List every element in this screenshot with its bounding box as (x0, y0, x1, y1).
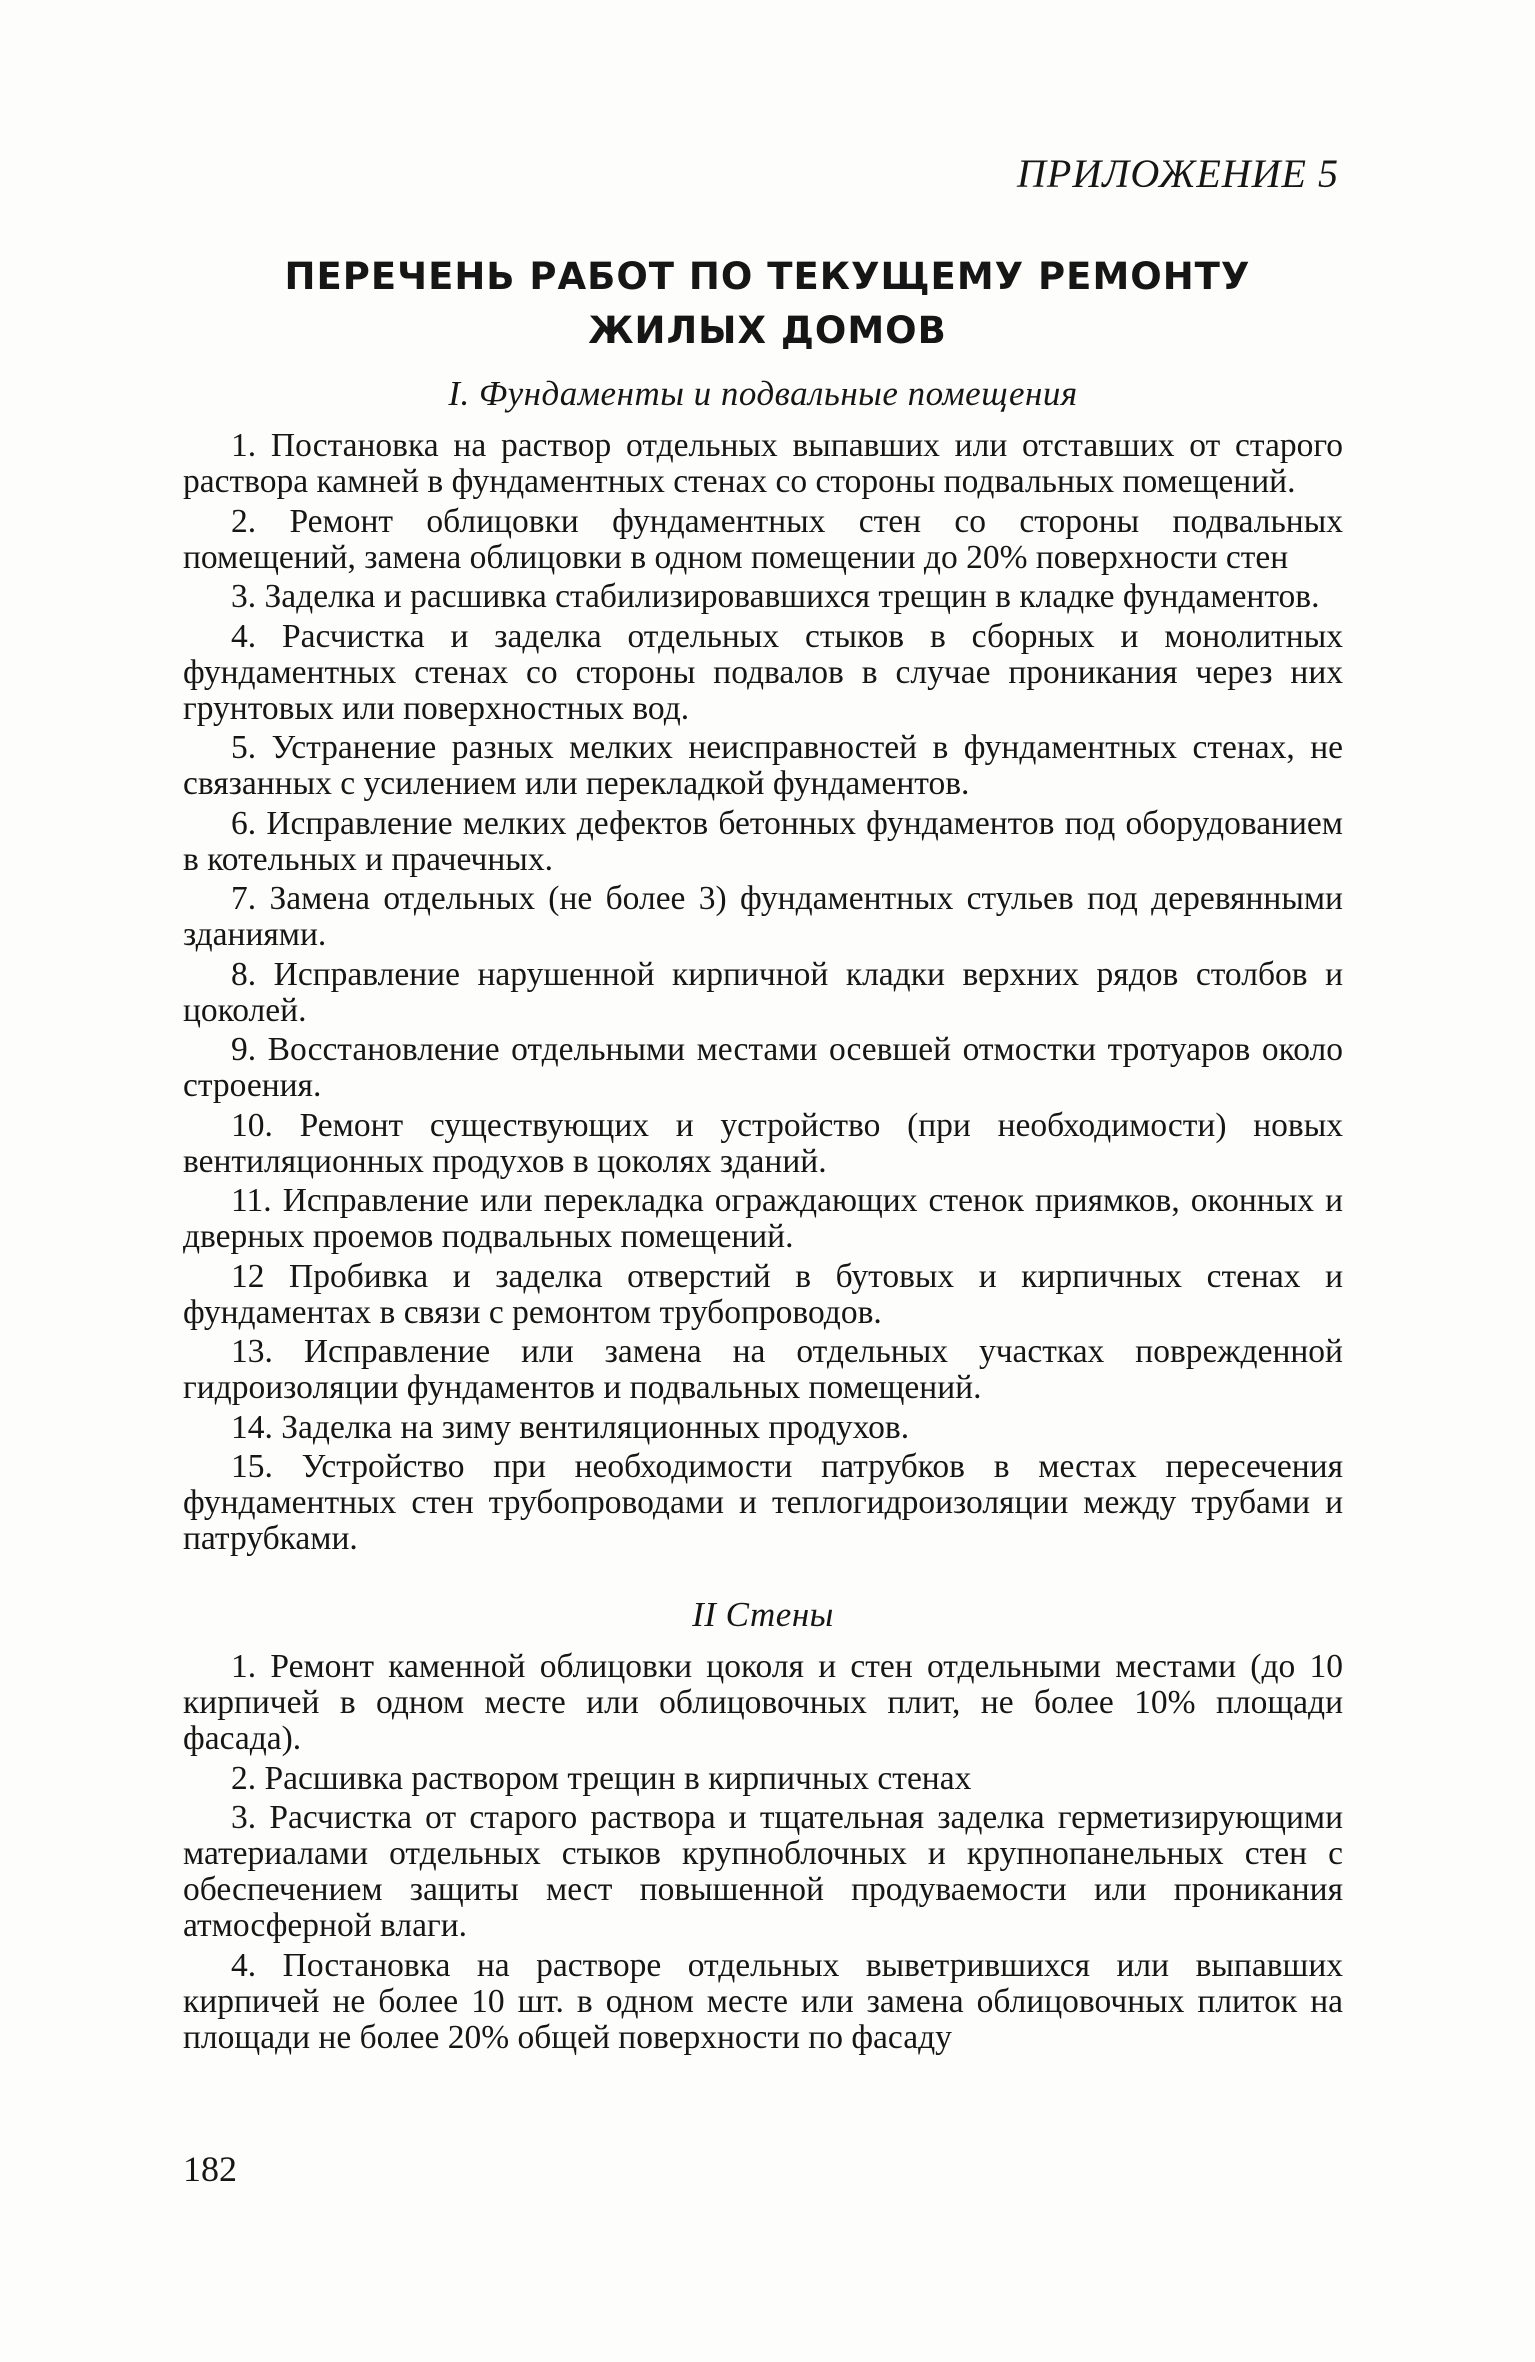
list-item: 4. Расчистка и заделка отдельных стыков в сборных и монолитных фундаментных стенах со стороны подвалов в случае проникания через них грунтовых или поверхностных вод. (183, 617, 1343, 727)
list-item: 9. Восстановление отдельными местами осевшей отмостки тротуаров около строения. (183, 1031, 1343, 1104)
list-item: 1. Постановка на раствор отдельных выпавших или отставших от старого раствора камней в фундаментных стенах со стороны подвальных помещений. (183, 427, 1343, 500)
list-item: 7. Замена отдельных (не более 3) фундаментных стульев под деревянными зданиями. (183, 880, 1343, 953)
title-line-1: ПЕРЕЧЕНЬ РАБОТ ПО ТЕКУЩЕМУ РЕМОНТУ (284, 255, 1251, 298)
list-item: 2. Ремонт облицовки фундаментных стен со стороны подвальных помещений, замена облицовки в одном помещении до 20% поверхности стен (183, 502, 1343, 576)
list-item: 3. Заделка и расшивка стабилизировавшихся трещин в кладке фундаментов. (231, 578, 1320, 615)
page-number: 182 (183, 2149, 237, 2189)
list-item: 11. Исправление или перекладка ограждающих стенок приямков, оконных и дверных проемов подвальных помещений. (183, 1182, 1343, 1255)
list-item: 12 Пробивка и заделка отверстий в бутовых и кирпичных стенах и фундаментах в связи с ремонтом трубопроводов. (183, 1257, 1343, 1331)
section-1-list (183, 428, 1343, 1557)
section-2-list (183, 1649, 1343, 2056)
list-item: 8. Исправление нарушенной кирпичной кладки верхних рядов столбов и цоколей. (183, 955, 1343, 1029)
list-item: 14. Заделка на зиму вентиляционных продухов. (231, 1408, 910, 1446)
list-item: 4. Постановка на растворе отдельных выветрившихся или выпавших кирпичей не более 10 шт. в одном месте или замена облицовочных плиток на площади не более 20% общей поверхности по фасаду (183, 1946, 1343, 2056)
list-item: 15. Устройство при необходимости патрубков в местах пересечения фундаментных стен трубопроводами и теплогидроизоляции между трубами и патрубками. (183, 1448, 1343, 1557)
page-title (0, 250, 1535, 358)
list-item: 5. Устранение разных мелких неисправностей в фундаментных стенах, не связанных с усилением или перекладкой фундаментов. (183, 729, 1343, 802)
list-item: 13. Исправление или замена на отдельных участках поврежденной гидроизоляции фундаментов и подвальных помещений. (183, 1333, 1343, 1406)
appendix-label: ПРИЛОЖЕНИЕ 5 (1017, 151, 1339, 196)
section-2-title: II Стены (692, 1595, 834, 1634)
title-line-2: ЖИЛЫХ ДОМОВ (588, 309, 947, 352)
list-item: 1. Ремонт каменной облицовки цоколя и стен отдельными местами (до 10 кирпичей в одном месте или облицовочных плит, не более 10% площади фасада). (183, 1648, 1343, 1757)
list-item: 3. Расчистка от старого раствора и тщательная заделка герметизирующими материалами отдельных стыков крупноблочных и крупнопанельных стен с обеспечением защиты мест повышенной продуваемости или проникания атмосферной влаги. (183, 1799, 1343, 1944)
list-item: 6. Исправление мелких дефектов бетонных фундаментов под оборудованием в котельных и прачечных. (183, 804, 1343, 878)
list-item: 10. Ремонт существующих и устройство (при необходимости) новых вентиляционных продухов в цоколях зданий. (183, 1106, 1343, 1180)
list-item: 2. Расшивка раствором трещин в кирпичных стенах (231, 1759, 972, 1797)
section-1-title: I. Фундаменты и подвальные помещения (448, 374, 1078, 413)
document-body (183, 370, 1343, 2059)
